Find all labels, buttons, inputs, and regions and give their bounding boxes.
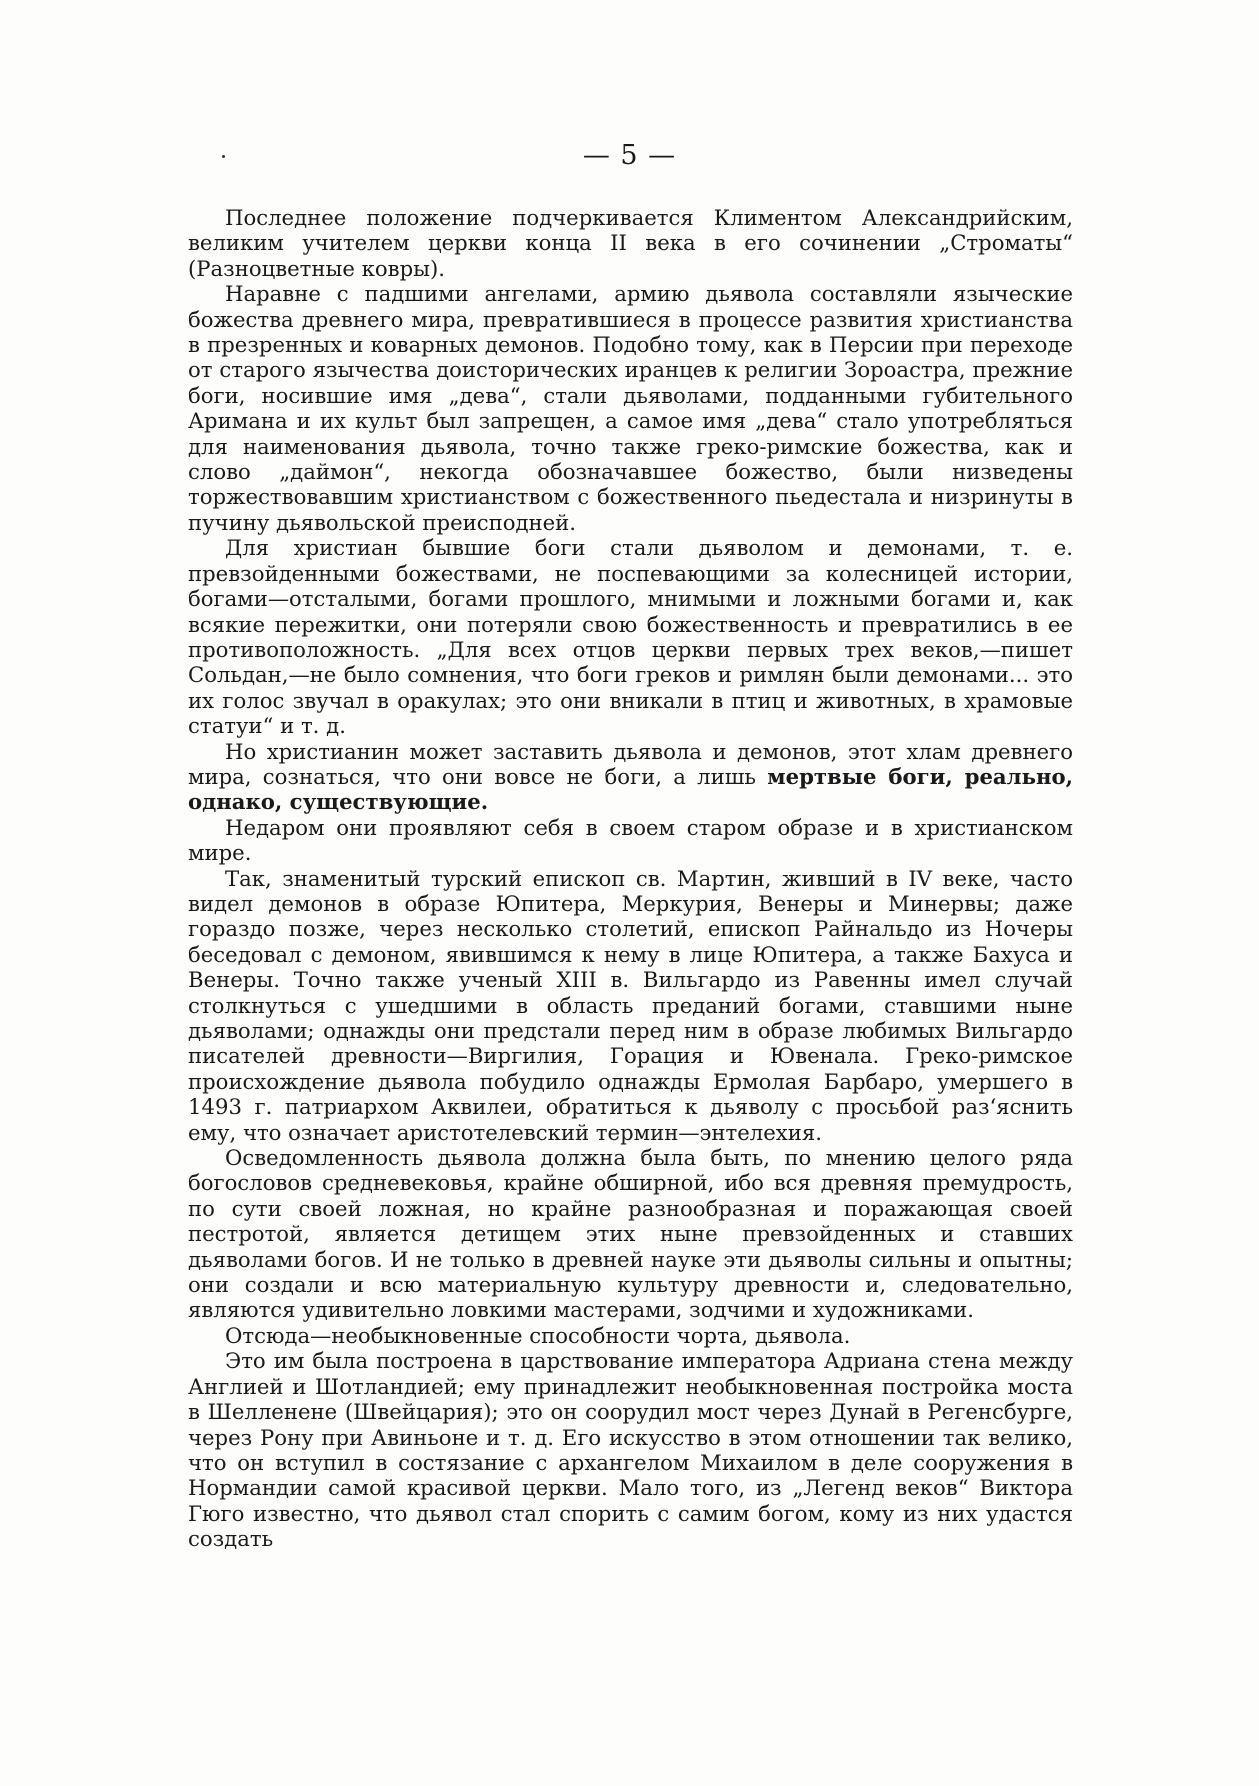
body-text	[188, 205, 1073, 1552]
paragraph-1: Последнее положение подчеркивается Климентом Александрийским, великим учителем церкви конца II века в его сочинении „Строматы“ (Разноцветные ковры).	[188, 205, 1073, 281]
paragraph-5: Недаром они проявляют себя в своем старом образе и в христианском мире.	[188, 814, 1073, 866]
page-number: — 5 —	[582, 140, 677, 171]
paragraph-2: Наравне с падшими ангелами, армию дьявола составляли языческие божества древнего мира, превратившиеся в процессе развития христианства в презренных и коварных демонов. Подобно тому, как в Персии при переходе от старого язычества доисторических иранцев к религии Зороастра, прежние боги, носившие имя „дева“, стали дьяволами, подданными губительного Аримана и их культ был запрещен, а самое имя „дева“ стало употребляться для наименования дьявола, точно также греко-римские божества, как и слово „даймон“, некогда обозначавшее божество, были низведены торжествовавшим христианством с божественного пьедестала и низринуты в пучину дьявольской преисподней.	[188, 281, 1073, 535]
paragraph-4-text: Но христианин может заставить дьявола и демонов, этот хлам древнего мира, сознаться, что они вовсе не боги, а лишь	[188, 738, 1073, 789]
paragraph-4-bold-text: мертвые боги, реально, однако, существующие.	[188, 763, 1073, 815]
paragraph-8: Отсюда—необыкновенные способности чорта, дьявола.	[225, 1322, 851, 1348]
paragraph-3: Для христиан бывшие боги стали дьяволом и демонами, т. е. превзойденными божествами, не поспевающими за колесницей истории, богами—отсталыми, богами прошлого, мнимыми и ложными богами и, как всякие пережитки, они потеряли свою божественность и превратились в ее противоположность. „Для всех отцов церкви первых трех веков,—пишет Сольдан,—не было сомнения, что боги греков и римлян были демонами... это их голос звучал в оракулах; это они вникали в птиц и животных, в храмовые статуи“ и т. д.	[188, 535, 1073, 739]
paragraph-9: Это им была построена в царствование императора Адриана стена между Англией и Шотландией; ему принадлежит необыкновенная постройка моста в Шелленене (Швейцария); это он соорудил мост через Дунай в Регенсбурге, через Рону при Авиньоне и т. д. Его искусство в этом отношении так велико, что он вступил в состязание с архангелом Михаилом в деле сооружения в Нормандии самой красивой церкви. Мало того, из „Легенд веков“ Виктора Гюго известно, что дьявол стал спорить с самим богом, кому из них удастся создать	[188, 1348, 1073, 1552]
paragraph-6: Так, знаменитый турский епископ св. Мартин, живший в IV веке, часто видел демонов в образе Юпитера, Меркурия, Венеры и Минервы; даже гораздо позже, через несколько столетий, епископ Райнальдо из Ночеры беседовал с демоном, явившимся к нему в лице Юпитера, а также Бахуса и Венеры. Точно также ученый XIII в. Вильгардо из Равенны имел случай столкнуться с ушедшими в область преданий богами, ставшими ныне дьяволами; однажды они предстали перед ним в образе любимых Вильгардо писателей древности—Виргилия, Горация и Ювенала. Греко-римское происхождение дьявола побудило однажды Ермолая Барбаро, умершего в 1493 г. патриархом Аквилеи, обратиться к дьяволу с просьбой раз‘яснить ему, что означает аристотелевский термин—энтелехия.	[188, 865, 1073, 1145]
paragraph-7: Осведомленность дьявола должна была быть, по мнению целого ряда богословов средневековья, крайне обширной, ибо вся древняя премудрость, по сути своей ложная, но крайне разнообразная и поражающая своей пестротой, является детищем этих ныне превзойденных и ставших дьяволами богов. И не только в древней науке эти дьяволы сильны и опытны; они создали и всю материальную культуру древности и, следовательно, являются удивительно ловкими мастерами, зодчими и художниками.	[188, 1145, 1073, 1323]
paragraph-4	[188, 739, 1073, 815]
